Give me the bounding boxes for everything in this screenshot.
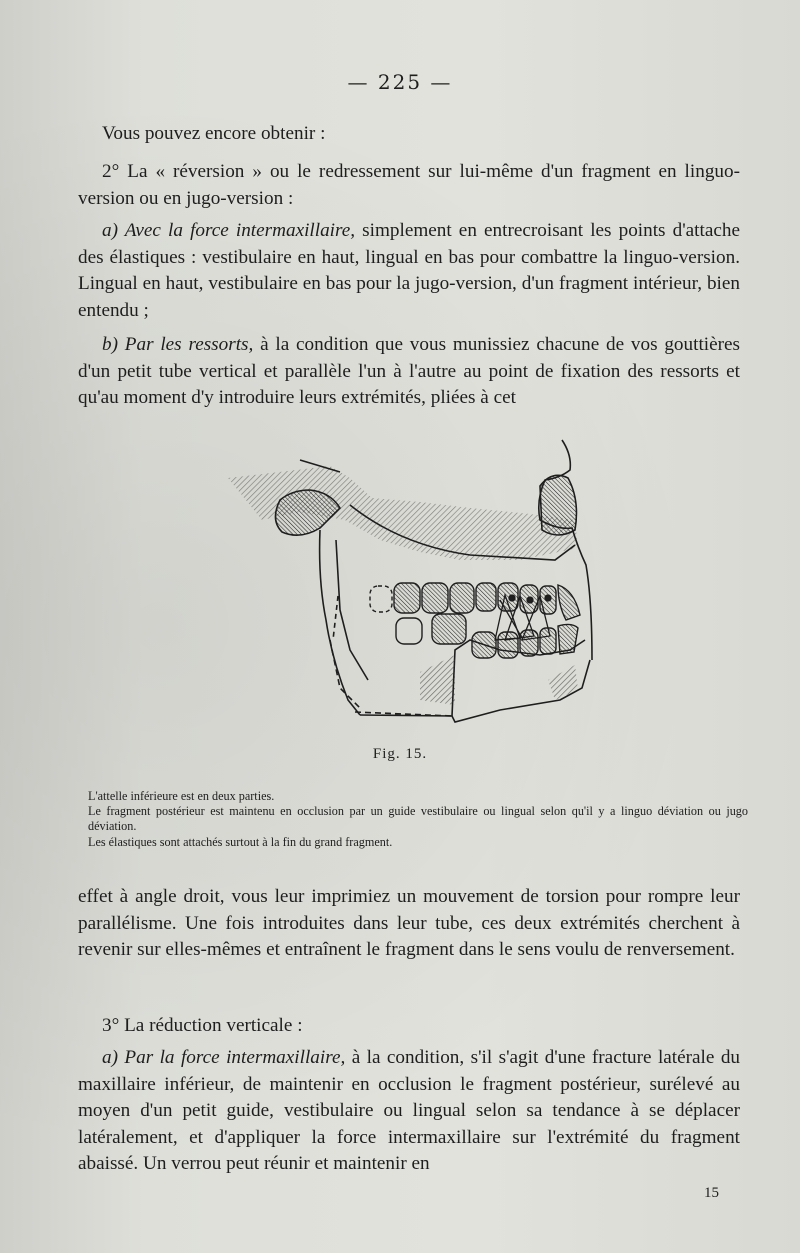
lower-teeth xyxy=(396,614,578,658)
item-text: à la condition, s'il s'agit d'une fracture latérale du maxillaire inférieur, de maintenir en occlusion le fragment postérieur, surélevé au moyen d'un petit guide, vestibulaire ou lingual selon sa tendance à se déplacer latéralement, et d'appliquer la force intermaxillaire sur l'extrémité du fragment abaissé. Un verrou peut réunir et maintenir en xyxy=(78,1047,741,1174)
caption-line: Les élastiques sont attachés surtout à la fin du grand fragment. xyxy=(88,834,393,849)
signature-mark: 15 xyxy=(704,1185,719,1201)
item-text: à la condition que vous munissiez chacune de vos gouttières d'un petit tube vertical et parallèle l'un à l'autre au point de fixation des ressorts et qu'au moment d'y introduire leurs extrémités, pliées à cet xyxy=(78,334,740,408)
item-text: simplement en entrecroisant les points d'attache des élastiques : vestibulaire en haut, lingual en bas pour combattre la linguo-version. Lingual en haut, vestibulaire en bas pour la jugo-version, d'un fragment intérieur, bien entendu ; xyxy=(78,220,740,321)
figure-label: Fig. 15. xyxy=(372,746,428,762)
item-label: a) Avec la force intermaxillaire, xyxy=(102,220,356,241)
caption-line: Le fragment postérieur est maintenu en occlusion par un guide vestibulaire ou lingual selon qu'il y a linguo déviation ou jugo déviation. xyxy=(88,804,748,834)
paragraph-reversion: 2° La « réversion » ou le redressement sur lui-même d'un fragment en linguo-version ou en jugo-version : xyxy=(78,161,740,209)
paragraph-text: Vous pouvez encore obtenir : xyxy=(102,123,326,144)
paragraph-torsion: effet à angle droit, vous leur imprimiez un mouvement de torsion pour rompre leur parallélisme. Une fois introduites dans leur tube, ces deux extrémités cherchent à revenir sur elles-mêmes et entraînent le fragment dans le sens voulu de renversement. xyxy=(78,886,740,960)
item-label: a) Par la force intermaxillaire, xyxy=(102,1047,346,1068)
paragraph-force-intermaxillaire-2 xyxy=(78,1045,740,1178)
figure-lines xyxy=(228,440,592,722)
caption-line: L'attelle inférieure est en deux parties. xyxy=(88,789,275,803)
item-label: b) Par les ressorts, xyxy=(102,334,254,355)
paragraph-reduction-verticale: 3° La réduction verticale : xyxy=(102,1015,303,1036)
page-number: — 225 — xyxy=(347,70,453,94)
figure-caption xyxy=(88,789,748,850)
